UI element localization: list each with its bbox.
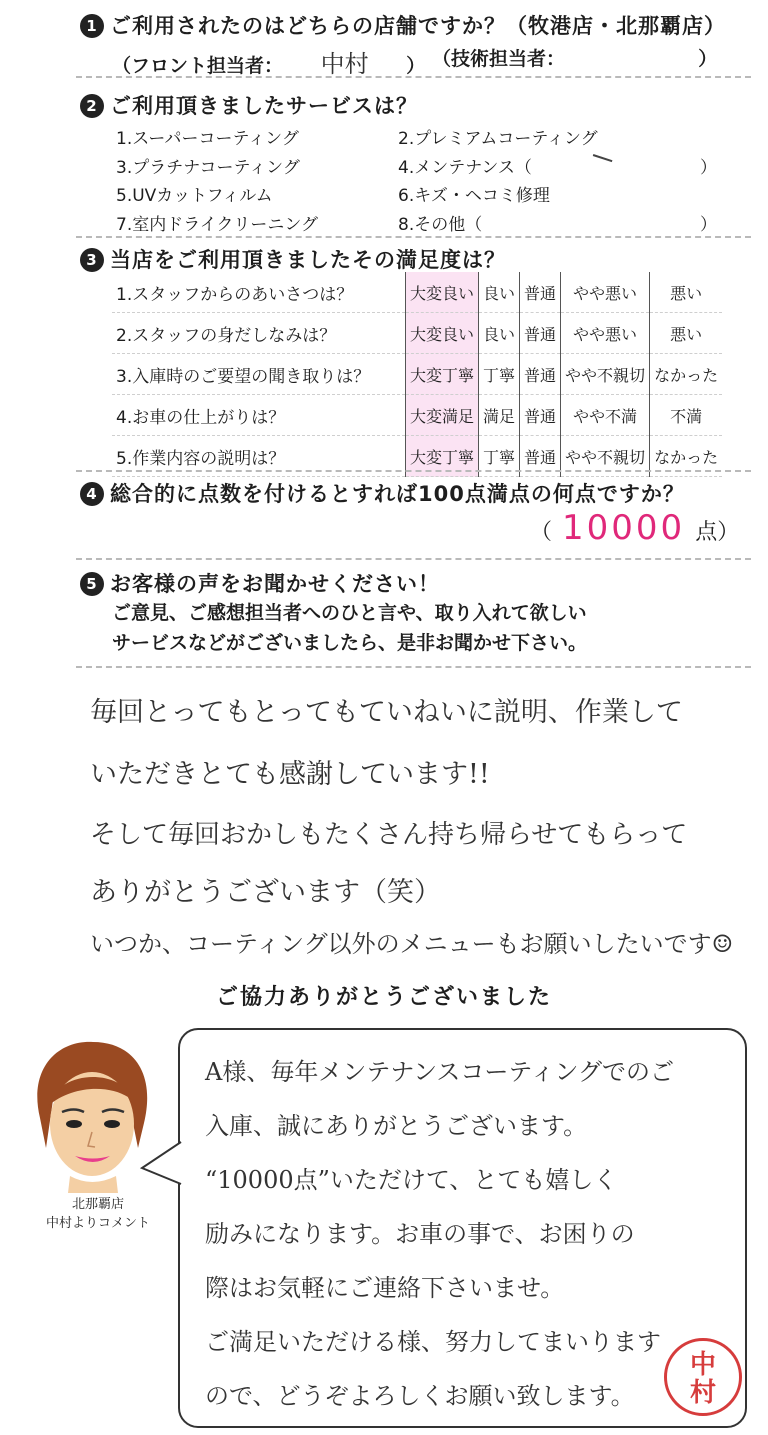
q5-heading bbox=[80, 568, 440, 598]
service-label: 7.室内ドライクリーニング bbox=[116, 215, 319, 235]
satisfaction-option[interactable]: なかった bbox=[650, 354, 723, 395]
q5-line: サービスなどがございましたら、是非お聞かせ下さい。 bbox=[112, 632, 588, 654]
front-staff-value[interactable]: 中村 bbox=[320, 50, 369, 78]
satisfaction-option[interactable]: 丁寧 bbox=[479, 436, 520, 477]
staff-reply-line-2: 入庫、誠にありがとうございます。 bbox=[205, 1112, 588, 1140]
satisfaction-option[interactable]: 普通 bbox=[520, 354, 561, 395]
satisfaction-row bbox=[112, 354, 722, 395]
front-staff-close: ） bbox=[406, 55, 426, 77]
divider bbox=[76, 470, 751, 472]
satisfaction-question: 5.作業内容の説明は？ bbox=[116, 448, 286, 469]
stamp-char: 中 bbox=[689, 1350, 716, 1380]
staff-reply-line-1: A様、毎年メンテナンスコーティングでのご bbox=[205, 1058, 675, 1086]
satisfaction-option[interactable]: 良い bbox=[479, 313, 520, 354]
customer-comment-line-5: いつか、コーティング以外のメニューもお願いしたいです☺ bbox=[90, 930, 734, 958]
staff-reply-line-7: ので、どうぞよろしくお願い致します。 bbox=[205, 1382, 635, 1410]
satisfaction-row bbox=[112, 395, 722, 436]
service-option-5[interactable] bbox=[116, 181, 273, 206]
satisfaction-option[interactable]: やや悪い bbox=[561, 272, 650, 313]
service-option-8[interactable] bbox=[398, 210, 482, 235]
service-option-1[interactable] bbox=[116, 124, 299, 149]
service-label: 8.その他（ bbox=[398, 215, 483, 235]
service-label: 1.スーパーコーティング bbox=[116, 129, 299, 149]
q3-heading bbox=[80, 244, 506, 274]
service-label: 2.プレミアムコーティング bbox=[398, 129, 598, 149]
staff-caption bbox=[28, 1195, 168, 1233]
staff-reply-line-3: “10000点”いただけて、とても嬉しく bbox=[205, 1166, 618, 1194]
satisfaction-option-selected[interactable]: 大変満足 bbox=[406, 395, 479, 436]
satisfaction-option[interactable]: やや悪い bbox=[561, 313, 650, 354]
satisfaction-option-selected[interactable]: 大変良い bbox=[406, 313, 479, 354]
divider bbox=[76, 666, 751, 668]
satisfaction-question: 3.入庫時のご要望の聞き取りは？ bbox=[116, 366, 371, 387]
satisfaction-option[interactable]: 不満 bbox=[650, 395, 723, 436]
q2-number-badge: 2 bbox=[80, 94, 104, 118]
service-option-4[interactable] bbox=[398, 153, 532, 178]
tech-staff-close: ） bbox=[698, 48, 718, 70]
speech-bubble-tail bbox=[140, 1140, 182, 1190]
service-option-2[interactable] bbox=[398, 124, 598, 149]
service-label: 5.UVカットフィルム bbox=[116, 186, 273, 206]
satisfaction-option-selected[interactable]: 大変丁寧 bbox=[406, 436, 479, 477]
checkmark-mark bbox=[592, 154, 613, 166]
satisfaction-row bbox=[112, 272, 722, 313]
score-unit: 点） bbox=[695, 520, 740, 545]
q5-number-badge: 5 bbox=[80, 572, 104, 596]
q4-text: 総合的に点数を付けるとすれば100点満点の何点ですか？ bbox=[110, 482, 685, 506]
service-4-close-paren: ） bbox=[700, 158, 717, 178]
q1-text: ご利用されたのはどちらの店舗ですか？（牧港店・北那覇店） bbox=[110, 14, 726, 38]
satisfaction-option[interactable]: なかった bbox=[650, 436, 723, 477]
service-option-3[interactable] bbox=[116, 153, 300, 178]
satisfaction-option[interactable]: 悪い bbox=[650, 313, 723, 354]
score-value[interactable]: 10000 bbox=[562, 508, 686, 548]
q2-text: ご利用頂きましたサービスは？ bbox=[110, 94, 418, 118]
satisfaction-option-selected[interactable]: 大変丁寧 bbox=[406, 354, 479, 395]
q4-heading bbox=[80, 478, 685, 508]
tech-staff-field bbox=[432, 44, 717, 71]
tech-staff-label: （技術担当者： bbox=[432, 48, 566, 70]
customer-comment-line-4: ありがとうございます（笑） bbox=[90, 877, 441, 908]
score-field bbox=[530, 508, 739, 548]
q3-number-badge: 3 bbox=[80, 248, 104, 272]
satisfaction-option[interactable]: 普通 bbox=[520, 436, 561, 477]
q1-heading bbox=[80, 10, 726, 40]
thanks-message: ご協力ありがとうございました bbox=[215, 985, 552, 1010]
staff-store: 北那覇店 bbox=[71, 1197, 124, 1212]
satisfaction-question: 4.お車の仕上がりは？ bbox=[116, 407, 286, 428]
staff-reply-line-6: ご満足いただける様、努力してまいります bbox=[205, 1328, 661, 1356]
satisfaction-question: 1.スタッフからのあいさつは？ bbox=[116, 284, 354, 305]
divider bbox=[76, 558, 751, 560]
satisfaction-option[interactable]: やや不親切 bbox=[561, 436, 650, 477]
satisfaction-question: 2.スタッフの身だしなみは？ bbox=[116, 325, 337, 346]
q5-text: お客様の声をお聞かせください！ bbox=[110, 572, 440, 596]
satisfaction-option[interactable]: 悪い bbox=[650, 272, 723, 313]
satisfaction-option[interactable]: 普通 bbox=[520, 395, 561, 436]
service-option-6[interactable] bbox=[398, 181, 550, 206]
staff-reply-line-4: 励みになります。お車の事で、お困りの bbox=[205, 1220, 635, 1248]
satisfaction-option[interactable]: やや不親切 bbox=[561, 354, 650, 395]
stamp-char: 村 bbox=[689, 1378, 716, 1408]
customer-comment-line-1: 毎回とってもとってもていねいに説明、作業して bbox=[90, 697, 683, 728]
q5-instructions bbox=[112, 598, 587, 658]
satisfaction-option[interactable]: 丁寧 bbox=[479, 354, 520, 395]
satisfaction-option[interactable]: やや不満 bbox=[561, 395, 650, 436]
satisfaction-option[interactable]: 普通 bbox=[520, 272, 561, 313]
customer-comment-line-2: いただきとても感謝しています!! bbox=[90, 759, 490, 790]
satisfaction-table bbox=[112, 272, 722, 477]
service-label: 4.メンテナンス（ bbox=[398, 158, 532, 178]
q2-heading bbox=[80, 90, 418, 120]
q4-number-badge: 4 bbox=[80, 482, 104, 506]
divider bbox=[76, 236, 751, 238]
q1-number-badge: 1 bbox=[80, 14, 104, 38]
service-label: 6.キズ・ヘコミ修理 bbox=[398, 186, 550, 206]
customer-comment-line-3: そして毎回おかしもたくさん持ち帰らせてもらって bbox=[90, 820, 688, 850]
satisfaction-option[interactable]: 満足 bbox=[479, 395, 520, 436]
service-8-close-paren: ） bbox=[700, 215, 717, 235]
front-staff-field bbox=[112, 44, 425, 79]
staff-comment-label: 中村よりコメント bbox=[45, 1216, 150, 1231]
service-option-7[interactable] bbox=[116, 210, 318, 235]
satisfaction-row bbox=[112, 313, 722, 354]
q5-line: ご意見、ご感想担当者へのひと言や、取り入れて欲しい bbox=[112, 602, 587, 624]
satisfaction-option-selected[interactable]: 大変良い bbox=[406, 272, 479, 313]
q3-text: 当店をご利用頂きましたその満足度は？ bbox=[110, 248, 506, 272]
service-label: 3.プラチナコーティング bbox=[116, 158, 300, 178]
satisfaction-option[interactable]: 良い bbox=[479, 272, 520, 313]
divider bbox=[76, 76, 751, 78]
name-stamp bbox=[664, 1338, 742, 1416]
score-open-paren: （ bbox=[530, 520, 553, 545]
staff-reply-line-5: 際はお気軽にご連絡下さいませ。 bbox=[205, 1274, 565, 1302]
satisfaction-option[interactable]: 普通 bbox=[520, 313, 561, 354]
front-staff-label: （フロント担当者： bbox=[112, 55, 284, 77]
